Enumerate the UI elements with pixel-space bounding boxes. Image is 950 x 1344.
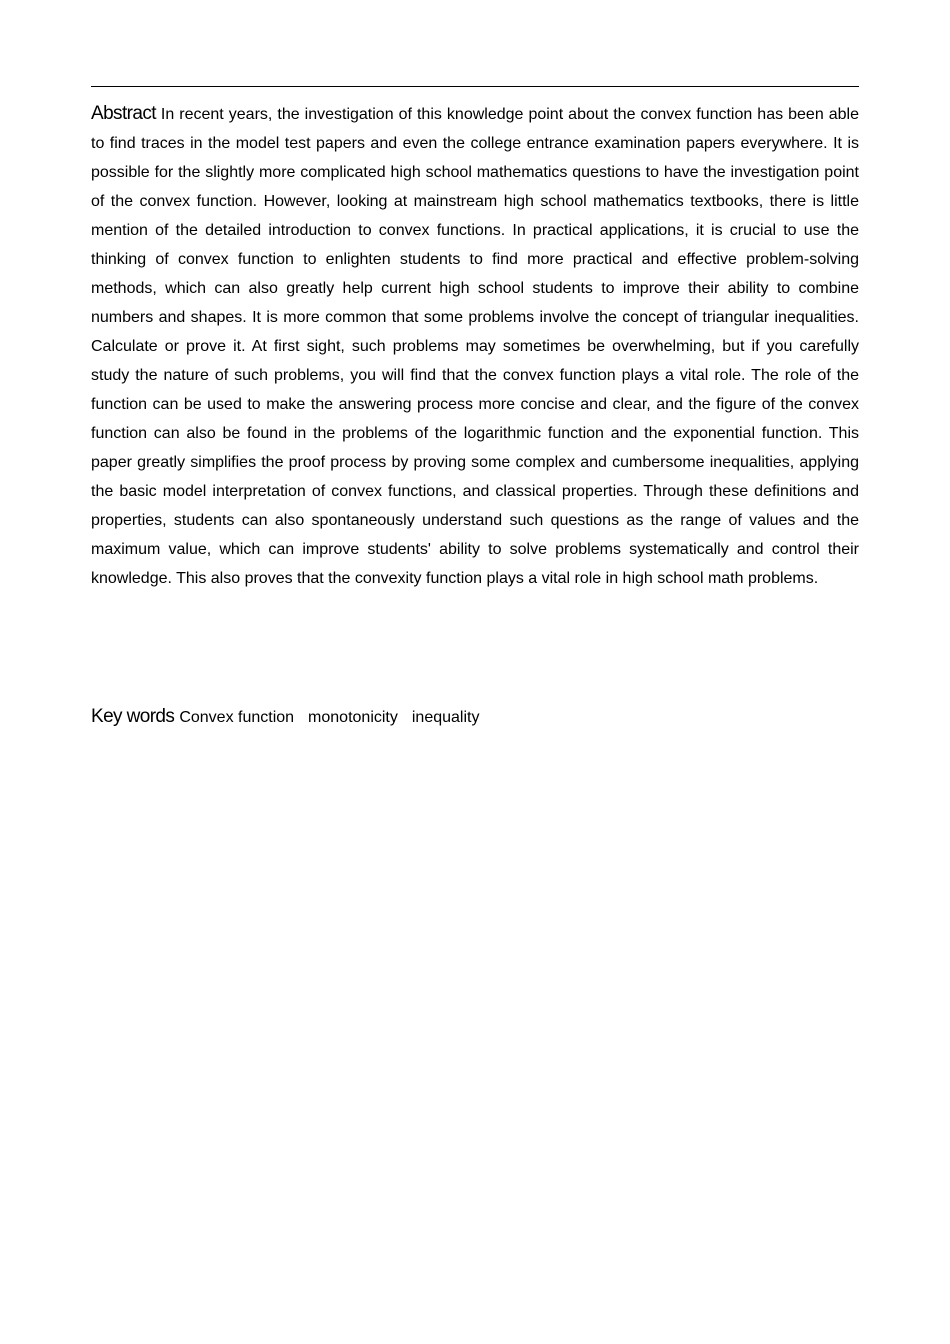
keyword-item: monotonicity [308,709,398,726]
keywords-label: Key words [91,706,175,727]
abstract-text: In recent years, the investigation of this knowledge point about the convex function has been able to find traces in the model test papers and even the college entrance examination papers everywhere. It is possible for the slightly more complicated high school mathematics questions to have the investigation point of the convex function. However, looking at mainstream high school mathematics textbooks, there is little mention of the detailed introduction to convex functions. In practical applications, it is crucial to use the thinking of convex function to enlighten students to find more practical and effective problem-solving methods, which can also greatly help current high school students to improve their ability to combine numbers and shapes. It is more common that some problems involve the concept of triangular inequalities. Calculate or prove it. At first sight, such problems may sometimes be overwhelming, but if you carefully study the nature of such problems, you will find that the convex function plays a vital role. The role of the function can be used to make the answering process more concise and clear, and the figure of the convex function can also be found in the problems of the logarithmic function and the exponential function. This paper greatly simplifies the proof process by proving some complex and cumbersome inequalities, applying the basic model interpretation of convex functions, and classical properties. Through these definitions and properties, students can also spontaneously understand such questions as the range of values and the maximum value, which can improve students' ability to solve problems systematically and control their knowledge. This also proves that the convexity function plays a vital role in high school math problems. [91,106,859,587]
abstract-paragraph [91,99,859,593]
abstract-label: Abstract [91,103,156,124]
keywords-line [91,702,859,732]
keyword-item: Convex function [179,709,295,726]
header-rule [91,86,859,87]
keyword-item: inequality [411,709,480,726]
